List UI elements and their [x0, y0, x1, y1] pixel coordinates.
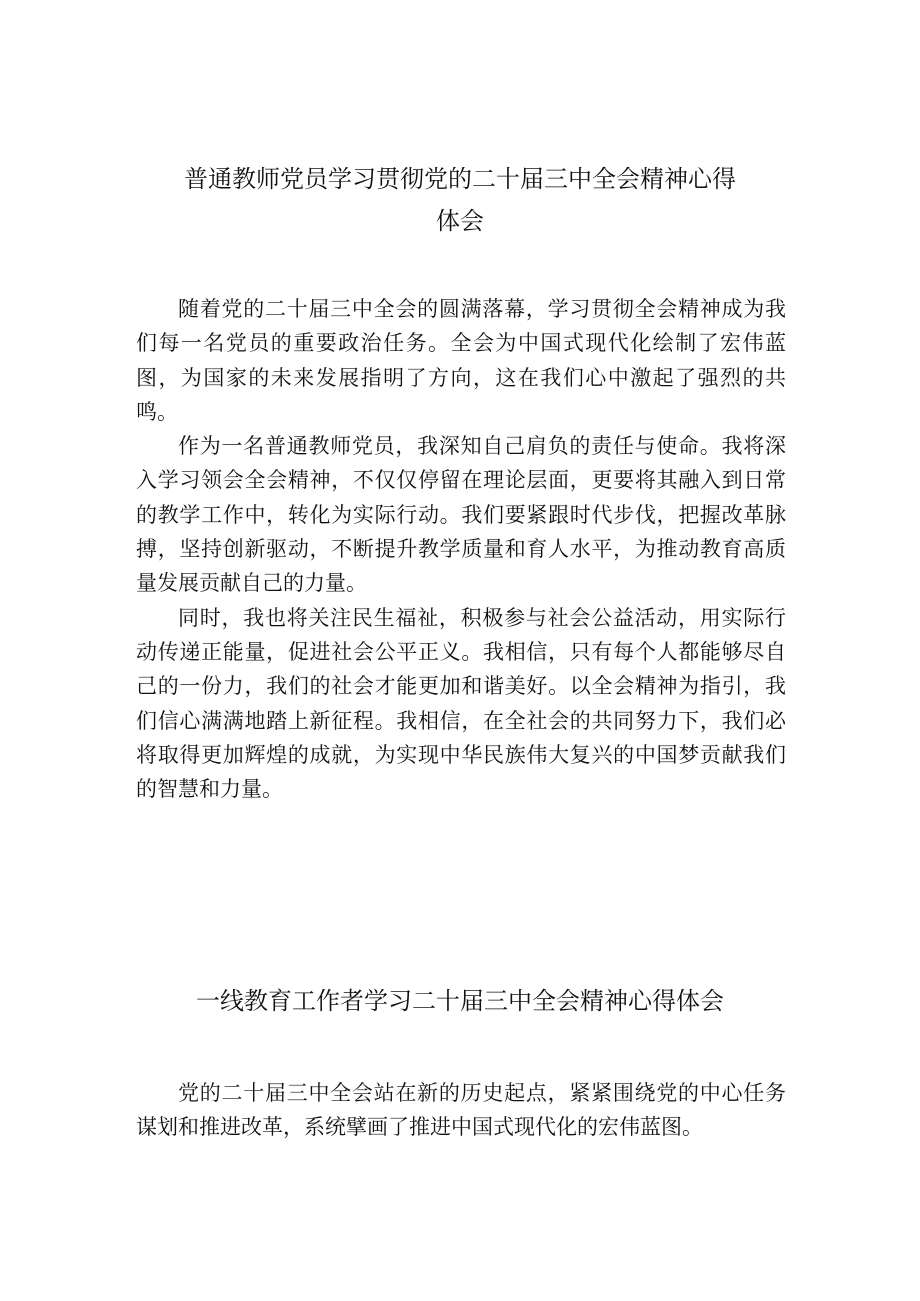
section-1-paragraph-1: 随着党的二十届三中全会的圆满落幕，学习贯彻全会精神成为我们每一名党员的重要政治任务。全会为中国式现代化绘制了宏伟蓝图，为国家的未来发展指明了方向，这在我们心中激起了强烈的共鸣。 — [136, 297, 786, 424]
section-2-title-line-1: 一线教育工作者学习二十届三中全会精神心得体会 — [196, 987, 724, 1015]
section-1-body — [136, 292, 786, 806]
section-1-paragraph-2: 作为一名普通教师党员，我深知自己肩负的责任与使命。我将深入学习领会全会精神，不仅仅停留在理论层面，更要将其融入到日常的教学工作中，转化为实际行动。我们要紧跟时代步伐，把握改革脉搏，坚持创新驱动，不断提升教学质量和育人水平，为推动教育高质量发展贡献自己的力量。 — [136, 434, 786, 596]
section-1-title — [120, 158, 800, 242]
section-2-body — [136, 1076, 786, 1145]
section-2-paragraph-1: 党的二十届三中全会站在新的历史起点，紧紧围绕党的中心任务谋划和推进改革，系统擘画了推进中国式现代化的宏伟蓝图。 — [136, 1081, 786, 1140]
section-1-title-line-1: 普通教师党员学习贯彻党的二十届三中全会精神心得 — [184, 165, 736, 193]
section-1-paragraph-3: 同时，我也将关注民生福祉，积极参与社会公益活动，用实际行动传递正能量，促进社会公平正义。我相信，只有每个人都能够尽自己的一份力，我们的社会才能更加和谐美好。以全会精神为指引，我们信心满满地踏上新征程。我相信，在全社会的共同努力下，我们必将取得更加辉煌的成就，为实现中华民族伟大复兴的中国梦贡献我们的智慧和力量。 — [136, 605, 786, 802]
section-2-title — [120, 980, 800, 1022]
section-1-title-line-2: 体会 — [436, 207, 484, 235]
